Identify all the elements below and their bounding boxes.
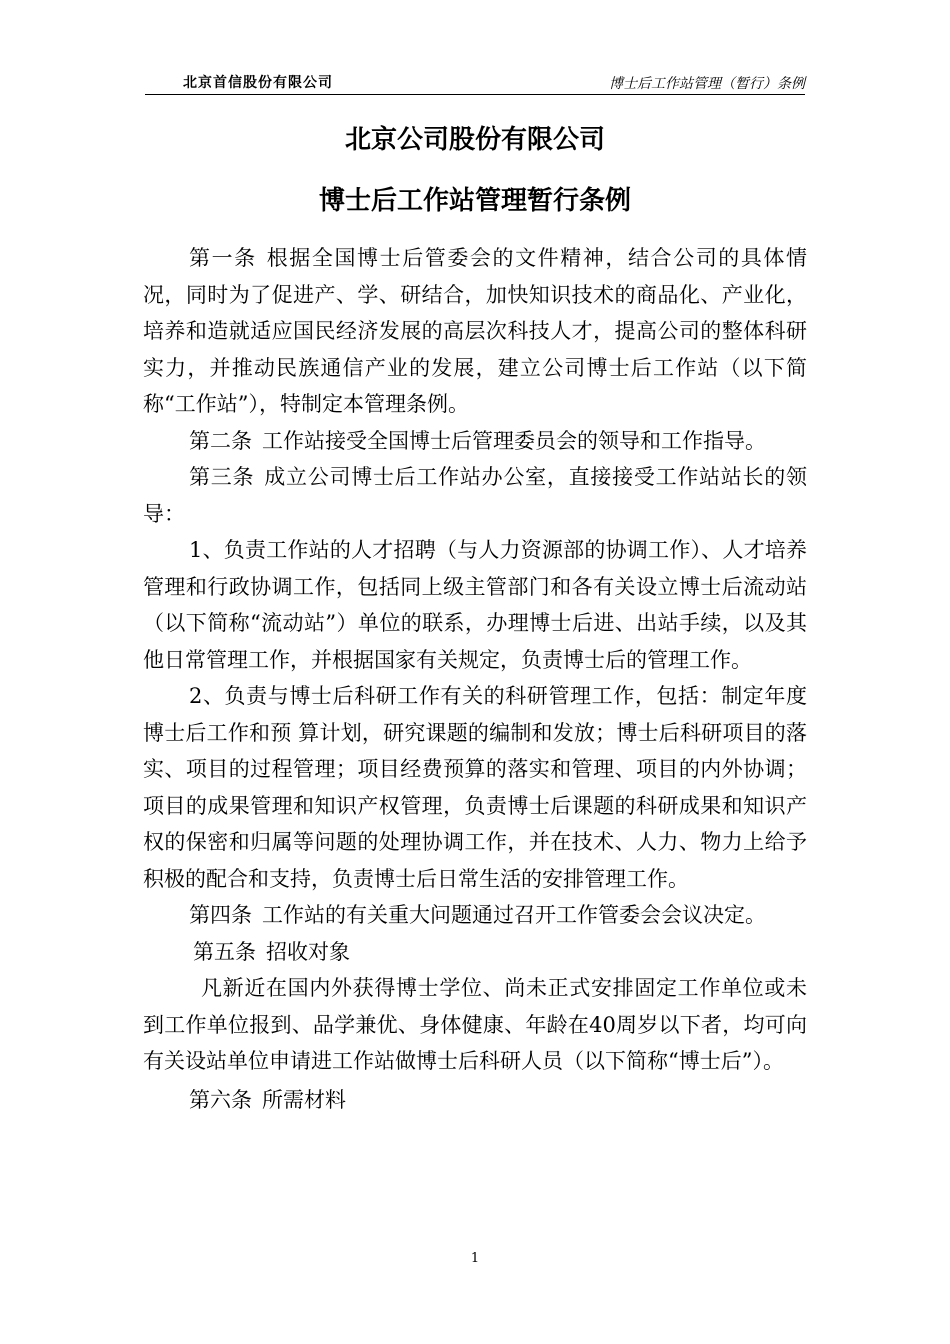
article-text: 凡新近在国内外获得博士学位、尚未正式安排固定工作单位或未到工作单位报到、品学兼优、身体健康、年龄在40周岁以下者，均可向有关设站单位申请进工作站做博士后科研人员（以下简称“博士后”）。	[143, 976, 807, 1073]
article-5	[143, 934, 807, 971]
page-header	[145, 70, 805, 95]
article-text: 所需材料	[262, 1087, 346, 1112]
article-number: 第四条	[189, 903, 252, 927]
item-text: 1、负责工作站的人才招聘（与人力资源部的协调工作）、人才培养管理和行政协调工作，包括同上级主管部门和各有关设立博士后流动站（以下简称“流动站”）单位的联系，办理博士后进、出站手续，以及其他日常管理工作，并根据国家有关规定，负责博士后的管理工作。	[143, 538, 807, 672]
article-2	[143, 423, 807, 460]
article-text: 成立公司博士后工作站办公室，直接接受工作站站长的领导：	[143, 465, 808, 526]
page-number: 1	[470, 1251, 480, 1266]
article-3-item-2	[143, 678, 807, 897]
article-text: 工作站的有关重大问题通过召开工作管委会会议决定。	[262, 903, 766, 927]
article-number: 第三条	[189, 465, 255, 489]
article-text: 工作站接受全国博士后管理委员会的领导和工作指导。	[262, 428, 766, 453]
article-3	[143, 459, 807, 532]
item-text: 2、负责与博士后科研工作有关的科研管理工作，包括：制定年度博士后工作和预 算计划，研究课题的编制和发放；博士后科研项目的落实、项目的过程管理；项目经费预算的落实和管理、项目的内外协调；项目的成果管理和知识产权管理，负责博士后课题的科研成果和知识产权的保密和归属等问题的处理协调工作，并在技术、人力、物力上给予积极的配合和支持，负责博士后日常生活的安排管理工作。	[143, 684, 807, 891]
document-title-company: 北京公司股份有限公司	[344, 125, 605, 155]
article-1	[143, 240, 807, 423]
article-5-content	[143, 970, 807, 1080]
document-body	[143, 240, 807, 1118]
article-3-item-1	[143, 532, 807, 678]
header-company: 北京首信股份有限公司	[183, 75, 333, 91]
header-doc-title: 博士后工作站管理（暂行）条例	[609, 76, 805, 92]
article-text: 招收对象	[266, 939, 350, 964]
document-title: 博士后工作站管理暂行条例	[318, 186, 631, 216]
article-text: 根据全国博士后管委会的文件精神，结合公司的具体情况，同时为了促进产、学、研结合，加快知识技术的商品化、产业化，培养和造就适应国民经济发展的高层次科技人才，提高公司的整体科研实力，并推动民族通信产业的发展，建立公司博士后工作站（以下简称“工作站”），特制定本管理条例。	[143, 246, 808, 416]
article-number: 第六条	[189, 1087, 252, 1112]
article-4	[143, 897, 807, 934]
article-number: 第一条	[189, 246, 257, 270]
article-number: 第二条	[189, 428, 252, 453]
article-number: 第五条	[193, 939, 256, 964]
article-6	[143, 1082, 807, 1119]
